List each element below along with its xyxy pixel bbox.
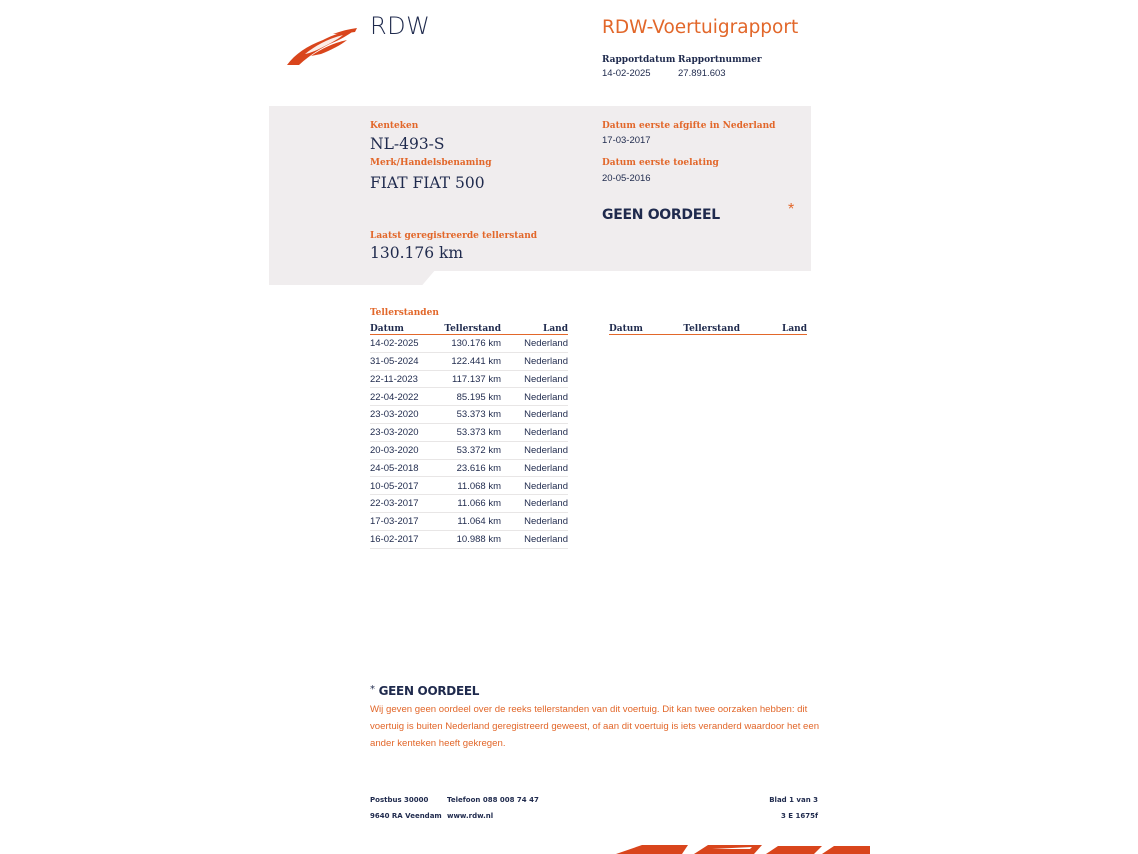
row-reading: 11.064 km (432, 512, 501, 530)
table-row (370, 335, 568, 353)
row-country: Nederland (501, 352, 568, 370)
row-reading: 117.137 km (432, 370, 501, 388)
table-header-row (609, 322, 807, 335)
row-reading: 130.176 km (432, 335, 501, 353)
row-reading: 10.988 km (432, 530, 501, 548)
row-country: Nederland (501, 335, 568, 353)
row-date: 23-03-2020 (370, 406, 432, 424)
row-country: Nederland (501, 441, 568, 459)
table-header-row (370, 322, 568, 335)
verdict-marker: * (788, 201, 795, 218)
vehicle-summary-panel (269, 106, 811, 285)
footer-postbus: Postbus 30000 (370, 796, 429, 804)
row-reading: 85.195 km (432, 388, 501, 406)
footer-code: 3 E 1675f (780, 812, 818, 820)
row-date: 14-02-2025 (370, 335, 432, 353)
column-header-reading: Tellerstand (432, 322, 501, 335)
row-reading: 23.616 km (432, 459, 501, 477)
column-header-date: Datum (370, 322, 432, 335)
plate-label: Kenteken (370, 121, 419, 131)
column-header-date: Datum (609, 322, 671, 335)
row-country: Nederland (501, 530, 568, 548)
first-admission-value: 20-05-2016 (602, 173, 651, 184)
row-country: Nederland (501, 370, 568, 388)
odometer-table-left (370, 322, 568, 549)
odometer-section-title: Tellerstanden (370, 308, 439, 318)
decorative-stripes-icon (612, 843, 872, 854)
make-value: FIAT FIAT 500 (370, 174, 485, 192)
last-odometer-value: 130.176 km (370, 244, 464, 262)
table-row (370, 406, 568, 424)
odometer-table-right (609, 322, 807, 335)
report-number: 27.891.603 (678, 68, 726, 79)
row-country: Nederland (501, 406, 568, 424)
row-reading: 53.372 km (432, 441, 501, 459)
report-number-label: Rapportnummer (678, 55, 762, 65)
row-date: 16-02-2017 (370, 530, 432, 548)
make-label: Merk/Handelsbenaming (370, 158, 492, 168)
footnote-title (370, 684, 479, 698)
row-date: 22-03-2017 (370, 495, 432, 513)
column-header-country: Land (501, 322, 568, 335)
table-row (370, 370, 568, 388)
last-odometer-label: Laatst geregistreerde tellerstand (370, 231, 538, 241)
footnote-title-text: GEEN OORDEEL (378, 684, 480, 698)
row-reading: 11.066 km (432, 495, 501, 513)
row-reading: 53.373 km (432, 406, 501, 424)
table-row (370, 352, 568, 370)
table-row (370, 477, 568, 495)
row-country: Nederland (501, 512, 568, 530)
row-date: 31-05-2024 (370, 352, 432, 370)
table-row (370, 495, 568, 513)
footer-city: 9640 RA Veendam (370, 812, 442, 820)
logo-text: RDW (370, 12, 431, 40)
footer-phone: Telefoon 088 008 74 47 (447, 796, 539, 804)
row-reading: 53.373 km (432, 423, 501, 441)
row-country: Nederland (501, 477, 568, 495)
row-country: Nederland (501, 459, 568, 477)
report-date: 14-02-2025 (602, 68, 651, 79)
table-row (370, 388, 568, 406)
row-reading: 11.068 km (432, 477, 501, 495)
plate-value: NL-493-S (370, 135, 445, 153)
footer-website[interactable]: www.rdw.nl (447, 812, 494, 820)
row-date: 10-05-2017 (370, 477, 432, 495)
first-admission-label: Datum eerste toelating (602, 158, 719, 168)
report-title: RDW-Voertuigrapport (602, 17, 799, 38)
row-country: Nederland (501, 495, 568, 513)
row-date: 20-03-2020 (370, 441, 432, 459)
row-reading: 122.441 km (432, 352, 501, 370)
table-row (370, 459, 568, 477)
verdict: GEEN OORDEEL (602, 207, 720, 223)
footnote-marker: * (370, 684, 375, 695)
report-date-label: Rapportdatum (602, 55, 676, 65)
table-row (370, 423, 568, 441)
footnote-text: Wij geven geen oordeel over de reeks tellerstanden van dit voertuig. Dit kan twee oorzaken hebben: dit voertuig is buiten Nederland geregistreerd geweest, of aan dit voertuig is iets veranderd waardoor het een ander kenteken heeft gekregen. (370, 704, 820, 749)
first-issue-nl-value: 17-03-2017 (602, 135, 651, 146)
row-date: 24-05-2018 (370, 459, 432, 477)
table-row (370, 441, 568, 459)
first-issue-nl-label: Datum eerste afgifte in Nederland (602, 121, 776, 131)
footer-page-number: Blad 1 van 3 (769, 796, 818, 804)
table-row (370, 530, 568, 548)
row-date: 22-11-2023 (370, 370, 432, 388)
column-header-reading: Tellerstand (671, 322, 740, 335)
row-date: 23-03-2020 (370, 423, 432, 441)
row-date: 17-03-2017 (370, 512, 432, 530)
table-row (370, 512, 568, 530)
row-country: Nederland (501, 423, 568, 441)
column-header-country: Land (740, 322, 807, 335)
rdw-wing-logo-icon (285, 26, 360, 68)
row-date: 22-04-2022 (370, 388, 432, 406)
row-country: Nederland (501, 388, 568, 406)
